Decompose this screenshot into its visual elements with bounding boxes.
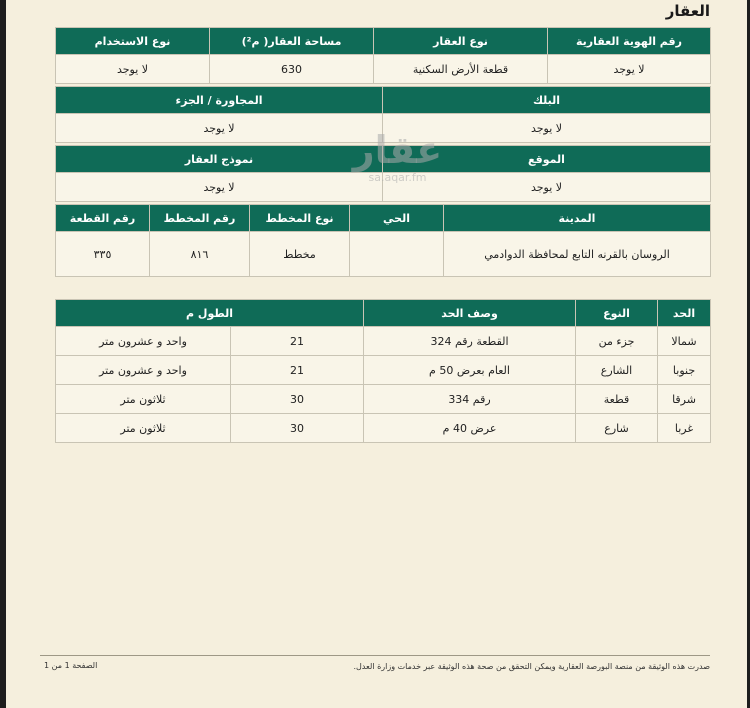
border-kind: جزء من bbox=[576, 327, 658, 356]
value-plot-number: ٣٣٥ bbox=[56, 232, 150, 277]
value-property-type: قطعة الأرض السكنية bbox=[374, 55, 548, 84]
watermark-logo-text: عقار bbox=[352, 128, 443, 172]
border-description: العام بعرض 50 م bbox=[364, 356, 576, 385]
header-district: الحي bbox=[350, 205, 444, 232]
left-frame-border bbox=[0, 0, 6, 708]
border-description: رقم 334 bbox=[364, 385, 576, 414]
header-border-kind: النوع bbox=[576, 300, 658, 327]
border-length-words: ثلاثون متر bbox=[56, 414, 231, 443]
value-neighborhood-part: لا يوجد bbox=[56, 114, 383, 143]
table-row bbox=[56, 414, 711, 443]
value-city: الروسان بالقرنه التابع لمحافظة الدوادمي bbox=[444, 232, 711, 277]
table-row bbox=[56, 356, 711, 385]
footer-divider bbox=[40, 655, 710, 656]
border-direction: غربا bbox=[658, 414, 711, 443]
header-usage-type: نوع الاستخدام bbox=[56, 28, 210, 55]
header-block: البلك bbox=[383, 87, 711, 114]
footer-note: صدرت هذه الوثيقة من منصة البورصة العقارية ويمكن التحقق من صحة هذه الوثيقة عبر خدمات وزارة العدل. bbox=[353, 662, 710, 671]
border-kind: الشارع bbox=[576, 356, 658, 385]
border-direction: جنوبا bbox=[658, 356, 711, 385]
border-length-number: 21 bbox=[231, 356, 364, 385]
border-kind: شارع bbox=[576, 414, 658, 443]
plan-table bbox=[55, 204, 711, 277]
property-table bbox=[55, 27, 711, 84]
block-table bbox=[55, 86, 711, 143]
border-length-words: ثلاثون متر bbox=[56, 385, 231, 414]
header-plan-number: رقم المخطط bbox=[150, 205, 250, 232]
value-property-area: 630 bbox=[210, 55, 374, 84]
header-border-length: الطول م bbox=[56, 300, 364, 327]
header-neighborhood-part: المجاورة / الجزء bbox=[56, 87, 383, 114]
value-block: لا يوجد bbox=[383, 114, 711, 143]
border-description: عرض 40 م bbox=[364, 414, 576, 443]
value-usage-type: لا يوجد bbox=[56, 55, 210, 84]
border-length-number: 30 bbox=[231, 414, 364, 443]
header-plot-number: رقم القطعة bbox=[56, 205, 150, 232]
table-row bbox=[56, 385, 711, 414]
page-number: الصفحة 1 من 1 bbox=[44, 661, 98, 670]
borders-table bbox=[55, 299, 711, 443]
border-direction: شرقا bbox=[658, 385, 711, 414]
border-length-number: 30 bbox=[231, 385, 364, 414]
value-plan-number: ٨١٦ bbox=[150, 232, 250, 277]
border-length-words: واحد و عشرون متر bbox=[56, 327, 231, 356]
header-city: المدينة bbox=[444, 205, 711, 232]
border-kind: قطعة bbox=[576, 385, 658, 414]
table-row bbox=[56, 327, 711, 356]
header-property-model: نموذج العقار bbox=[56, 146, 383, 173]
header-location: الموقع bbox=[383, 146, 711, 173]
header-plan-type: نوع المخطط bbox=[250, 205, 350, 232]
header-property-area: مساحة العقار( م²) bbox=[210, 28, 374, 55]
border-length-number: 21 bbox=[231, 327, 364, 356]
header-border-description: وصف الحد bbox=[364, 300, 576, 327]
border-length-words: واحد و عشرون متر bbox=[56, 356, 231, 385]
page-title: العقار bbox=[665, 2, 710, 20]
header-property-type: نوع العقار bbox=[374, 28, 548, 55]
header-property-id: رقم الهوية العقارية bbox=[548, 28, 711, 55]
header-border: الحد bbox=[658, 300, 711, 327]
border-direction: شمالا bbox=[658, 327, 711, 356]
value-location: لا يوجد bbox=[383, 173, 711, 202]
value-property-model: لا يوجد bbox=[56, 173, 383, 202]
location-table bbox=[55, 145, 711, 202]
watermark-url: sa.aqar.fm bbox=[368, 171, 427, 184]
border-description: القطعة رقم 324 bbox=[364, 327, 576, 356]
value-district bbox=[350, 232, 444, 277]
value-plan-type: مخطط bbox=[250, 232, 350, 277]
value-property-id: لا يوجد bbox=[548, 55, 711, 84]
